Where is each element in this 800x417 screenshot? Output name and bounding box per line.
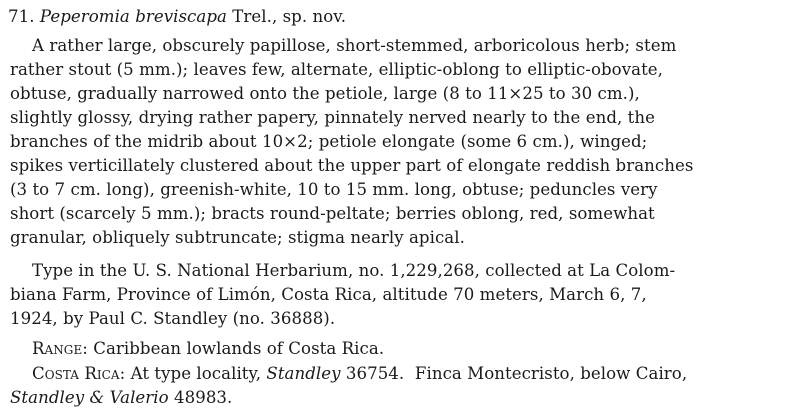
collection-number: 48983. (174, 388, 233, 407)
entry-number: 71. (8, 7, 35, 26)
type-line: biana Farm, Province of Limón, Costa Rica, altitude 70 meters, March 6, 7, (10, 285, 647, 304)
description-line: obtuse, gradually narrowed onto the petiole, large (8 to 11×25 to 30 cm.), (10, 84, 640, 103)
description-line: A rather large, obscurely papillose, short-stemmed, arboricolous herb; stem (32, 36, 677, 55)
description-line: granular, obliquely subtruncate; stigma nearly apical. (10, 228, 465, 247)
description-line: slightly glossy, drying rather papery, pinnately nerved nearly to the end, the (10, 108, 655, 127)
specimens-line (32, 363, 687, 385)
species-author: Trel., sp. nov. (232, 7, 347, 26)
range-label: Range: (32, 339, 88, 358)
specimens-text-before: At type locality, (130, 364, 262, 383)
species-name: Peperomia breviscapa (39, 7, 227, 26)
type-line: 1924, by Paul C. Standley (no. 36888). (10, 309, 336, 328)
collector-name: Standley & Valerio (10, 388, 169, 407)
specimens-label: Costa Rica: (32, 364, 126, 383)
collection-number: 36754. (345, 364, 405, 383)
description-line: rather stout (5 mm.); leaves few, alternate, elliptic-oblong to elliptic-obovate, (10, 60, 663, 79)
species-heading (8, 6, 346, 28)
description-line: spikes verticillately clustered about the upper part of elongate reddish branches (10, 156, 694, 175)
description-line: branches of the midrib about 10×2; petiole elongate (some 6 cm.), winged; (10, 132, 648, 151)
specimens-line (10, 387, 232, 409)
type-line: Type in the U. S. National Herbarium, no. 1,229,268, collected at La Colom- (32, 261, 676, 280)
description-line: (3 to 7 cm. long), greenish-white, 10 to 15 mm. long, obtuse; peduncles very (10, 180, 658, 199)
collector-name: Standley (266, 364, 341, 383)
locality-text: Finca Montecristo, below Cairo, (414, 364, 688, 383)
description-line: short (scarcely 5 mm.); bracts round-peltate; berries oblong, red, somewhat (10, 204, 655, 223)
range-line (32, 338, 384, 360)
range-text: Caribbean lowlands of Costa Rica. (93, 339, 385, 358)
